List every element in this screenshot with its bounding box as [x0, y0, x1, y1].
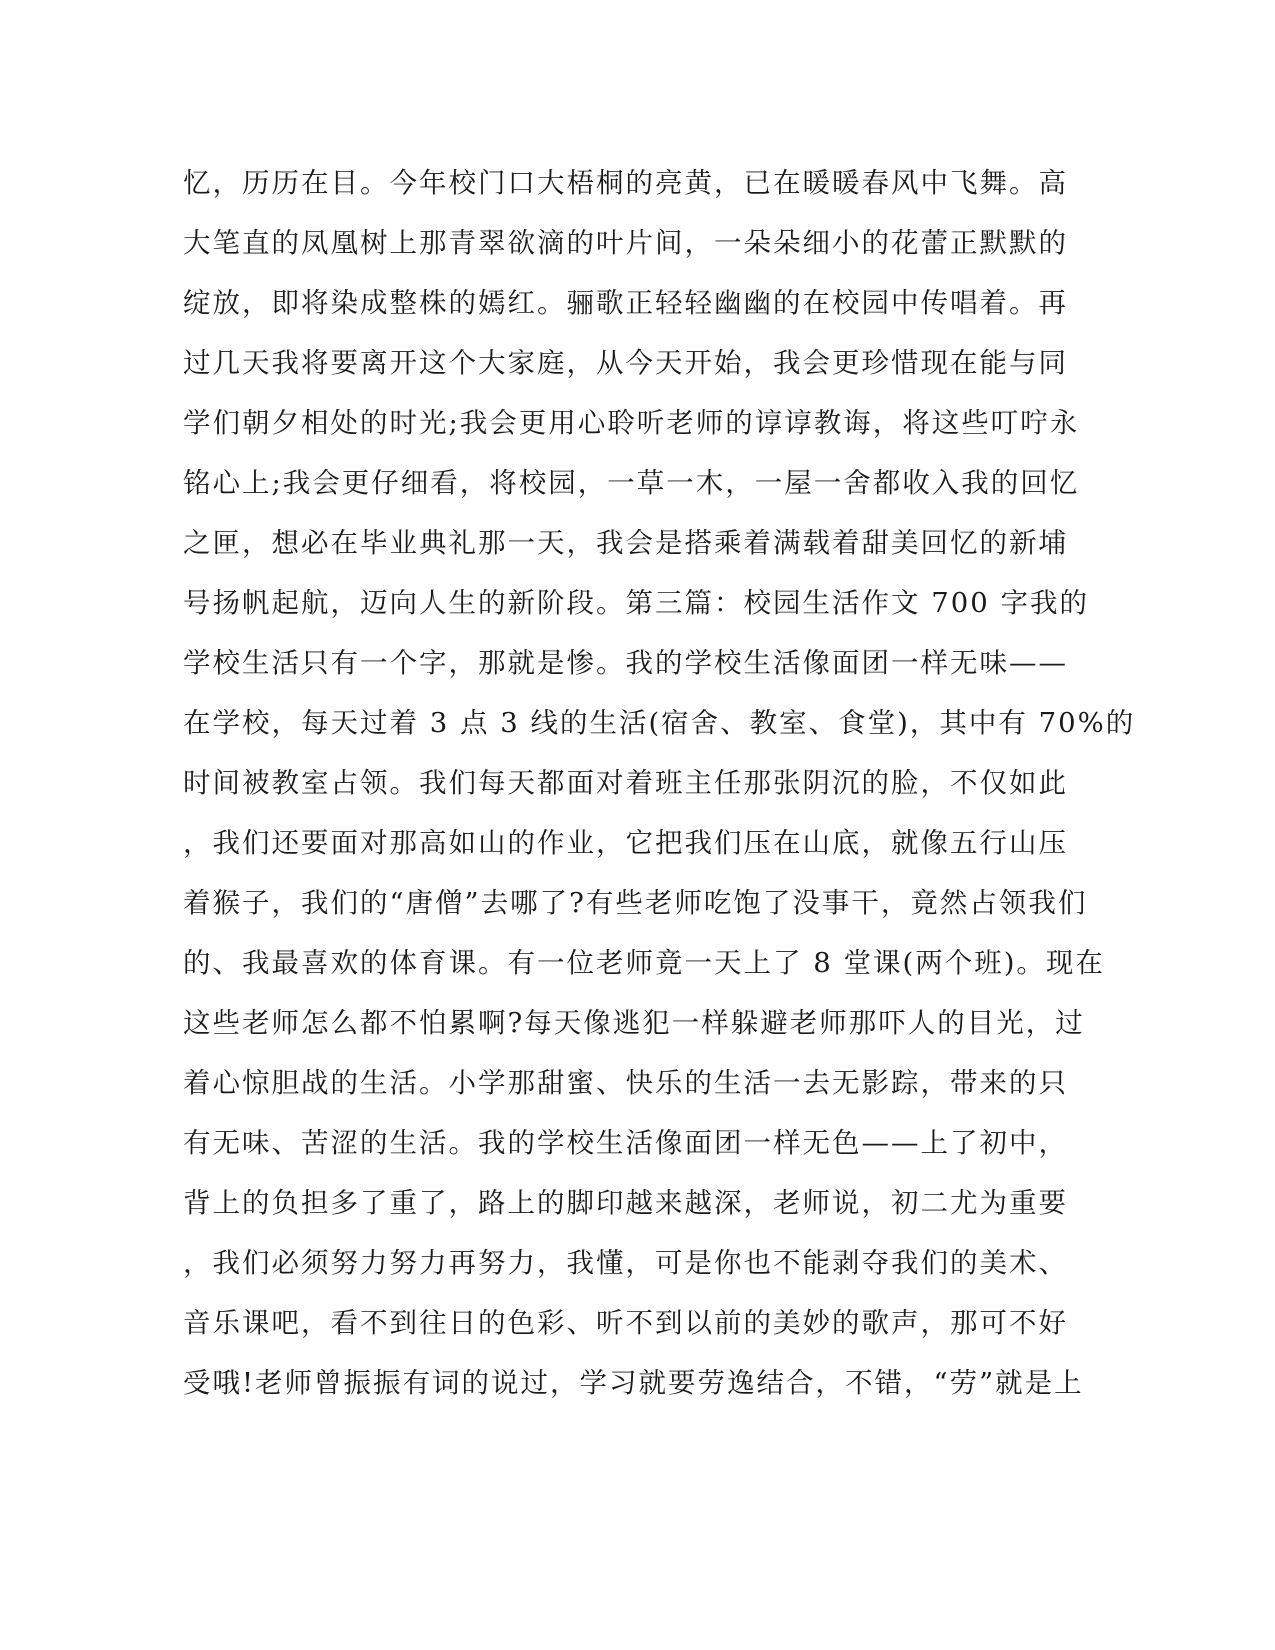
text-line-6: 铭心上;我会更仔细看，将校园，一草一木，一屋一舍都收入我的回忆 — [183, 467, 1080, 499]
text-line-10: 在学校，每天过着 3 点 3 线的生活(宿舍、教室、食堂)，其中有 70%的 — [183, 707, 1136, 739]
text-line-16: 着心惊胆战的生活。小学那甜蜜、快乐的生活一去无影踪，带来的只 — [183, 1067, 1068, 1099]
text-line-15: 这些老师怎么都不怕累啊?每天像逃犯一样躲避老师那吓人的目光，过 — [183, 1007, 1085, 1039]
text-line-2: 大笔直的凤凰树上那青翠欲滴的叶片间，一朵朵细小的花蕾正默默的 — [183, 227, 1068, 259]
text-line-11: 时间被教室占领。我们每天都面对着班主任那张阴沉的脸，不仅如此 — [183, 767, 1068, 799]
text-line-9: 学校生活只有一个字，那就是惨。我的学校生活像面团一样无味—— — [183, 647, 1068, 679]
text-line-7: 之匣，想必在毕业典礼那一天，我会是搭乘着满载着甜美回忆的新埔 — [183, 527, 1068, 559]
text-line-3: 绽放，即将染成整株的嫣红。骊歌正轻轻幽幽的在校园中传唱着。再 — [183, 287, 1068, 319]
body-text — [183, 163, 1136, 1423]
text-line-12: ，我们还要面对那高如山的作业，它把我们压在山底，就像五行山压 — [183, 827, 1068, 859]
text-line-17: 有无味、苦涩的生活。我的学校生活像面团一样无色——上了初中， — [183, 1127, 1068, 1159]
text-line-1: 忆，历历在目。今年校门口大梧桐的亮黄，已在暖暖春风中飞舞。高 — [183, 167, 1068, 199]
text-line-5: 学们朝夕相处的时光;我会更用心聆听老师的谆谆教诲，将这些叮咛永 — [183, 407, 1080, 439]
text-line-8: 号扬帆起航，迈向人生的新阶段。第三篇：校园生活作文 700 字我的 — [183, 587, 1089, 619]
text-line-13: 着猴子，我们的“唐僧”去哪了?有些老师吃饱了没事干，竟然占领我们 — [183, 887, 1088, 919]
text-line-20: 音乐课吧，看不到往日的色彩、听不到以前的美妙的歌声，那可不好 — [183, 1307, 1068, 1339]
text-line-21: 受哦!老师曾振振有词的说过，学习就要劳逸结合，不错，“劳”就是上 — [183, 1367, 1084, 1399]
text-line-18: 背上的负担多了重了，路上的脚印越来越深，老师说，初二尤为重要 — [183, 1187, 1068, 1219]
text-line-4: 过几天我将要离开这个大家庭，从今天开始，我会更珍惜现在能与同 — [183, 347, 1068, 379]
text-line-19: ，我们必须努力努力再努力，我懂，可是你也不能剥夺我们的美术、 — [183, 1247, 1068, 1279]
text-line-14: 的、我最喜欢的体育课。有一位老师竟一天上了 8 堂课(两个班)。现在 — [183, 947, 1105, 979]
